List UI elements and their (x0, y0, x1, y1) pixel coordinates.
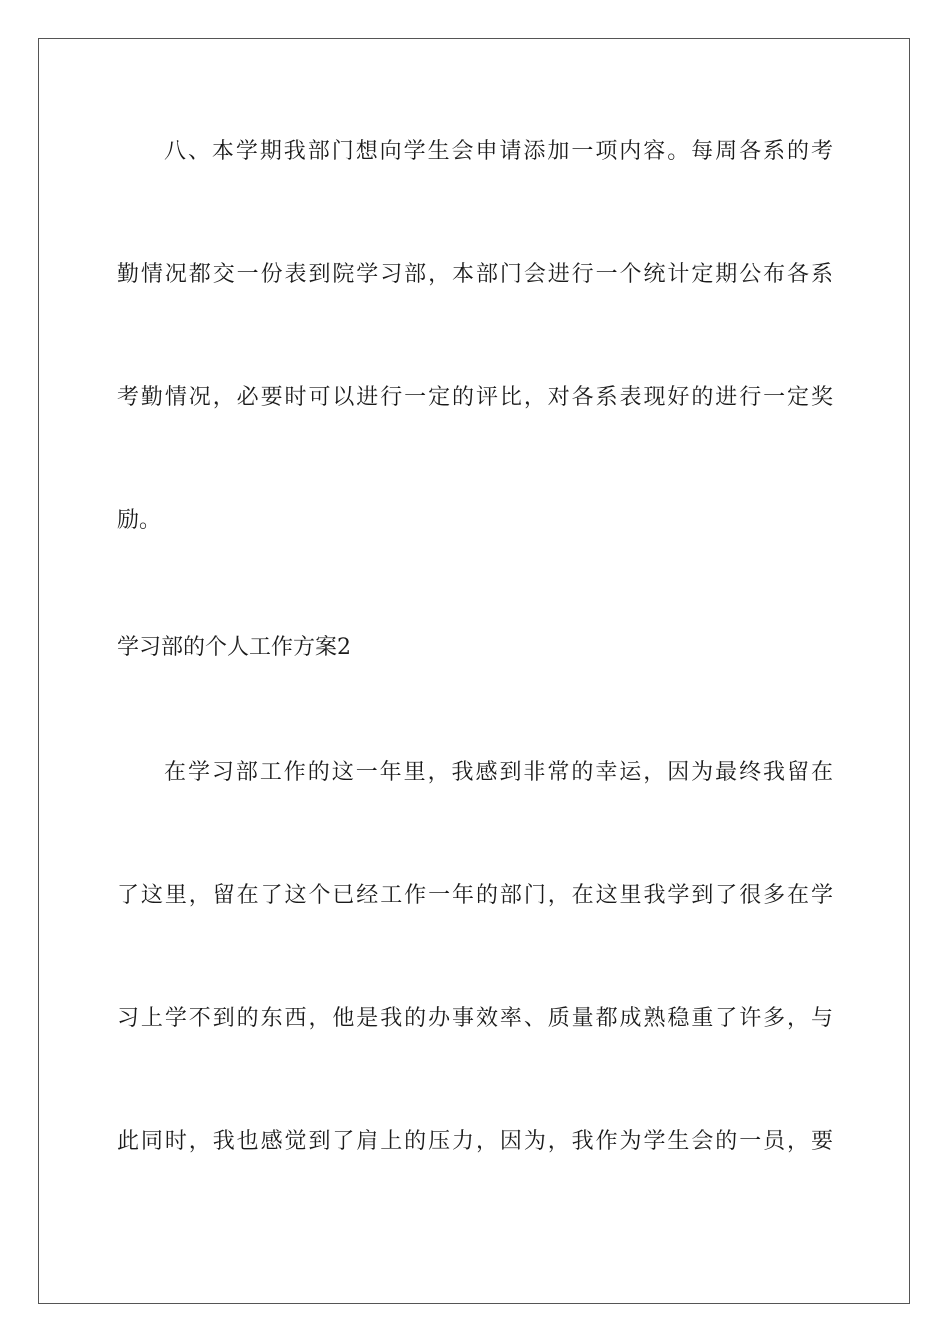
paragraph-1-line-2: 勤情况都交一份表到院学习部，本部门会进行一个统计定期公布各系 (117, 262, 833, 287)
page-border (38, 38, 910, 1304)
paragraph-2-line-4: 此同时，我也感觉到了肩上的压力，因为，我作为学生会的一员，要 (117, 1129, 833, 1154)
paragraph-2-line-3: 习上学不到的东西，他是我的办事效率、质量都成熟稳重了许多，与 (117, 1006, 833, 1031)
paragraph-2-line-2: 了这里，留在了这个已经工作一年的部门，在这里我学到了很多在学 (117, 883, 833, 908)
paragraph-1-line-1: 八、本学期我部门想向学生会申请添加一项内容。每周各系的考 (164, 139, 833, 164)
paragraph-2-line-1: 在学习部工作的这一年里，我感到非常的幸运，因为最终我留在 (164, 760, 833, 785)
paragraph-1-line-3: 考勤情况，必要时可以进行一定的评比，对各系表现好的进行一定奖 (117, 385, 833, 410)
section-heading: 学习部的个人工作方案2 (117, 635, 351, 660)
paragraph-1-line-4: 励。 (117, 508, 162, 533)
